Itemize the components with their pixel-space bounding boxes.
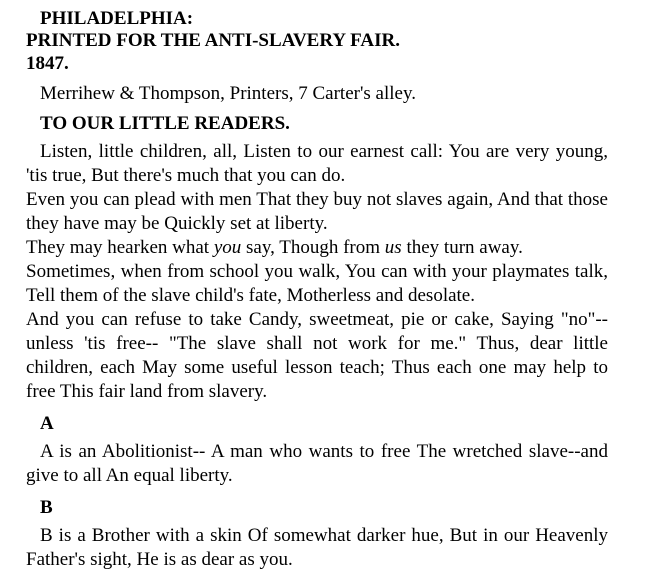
stanza-3-part-b: say, Though from (241, 237, 385, 258)
stanza-3-part-a: They may hearken what (26, 237, 214, 258)
stanza-3-part-c: they turn away. (401, 237, 523, 258)
year-heading: 1847. (26, 53, 69, 74)
stanza-2: Even you can plead with men That they buy not slaves again, And that those they have may be Quickly set at liberty. (26, 189, 608, 234)
stanza-3 (26, 236, 608, 260)
stanza-3-us: us (384, 237, 402, 258)
section-b-heading: B (40, 497, 53, 518)
section-a-heading: A (40, 413, 54, 434)
section-b-text: B is a Brother with a skin Of somewhat darker hue, But in our Heavenly Father's sight, He is as dear as you. (26, 525, 608, 570)
stanza-1: Listen, little children, all, Listen to our earnest call: You are very young, 'tis true, But there's much that you can do. (26, 141, 608, 186)
printed-for-heading: PRINTED FOR THE ANTI-SLAVERY FAIR. (26, 30, 400, 51)
stanza-4: Sometimes, when from school you walk, You can with your playmates talk, Tell them of the slave child's fate, Motherless and desolate. (26, 261, 608, 306)
stanza-3-you: you (213, 237, 242, 258)
city-heading: PHILADELPHIA: (40, 8, 194, 29)
intro-heading: TO OUR LITTLE READERS. (40, 113, 290, 134)
stanza-5: And you can refuse to take Candy, sweetmeat, pie or cake, Saying "no"--unless 'tis free-- "The slave shall not work for me." Thus, dear little children, each May some useful lesson teach; Thus each one may help to free This fair land from slavery. (26, 309, 608, 402)
printer-line: Merrihew & Thompson, Printers, 7 Carter's alley. (40, 83, 416, 104)
section-a-text: A is an Abolitionist-- A man who wants to free The wretched slave--and give to all An equal liberty. (26, 441, 608, 486)
